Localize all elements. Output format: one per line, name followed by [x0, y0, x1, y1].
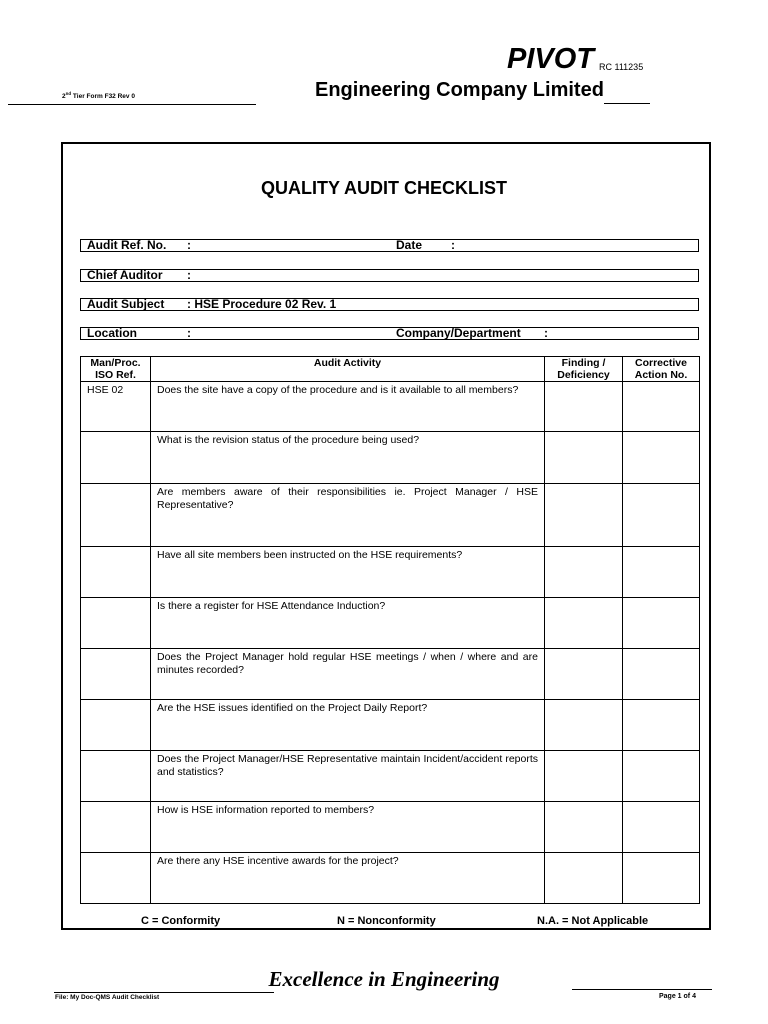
- table-row: [81, 751, 700, 802]
- row-ref: [81, 432, 151, 484]
- finding-cell[interactable]: [545, 700, 623, 751]
- header-corrective: Corrective Action No.: [623, 357, 700, 382]
- row-ref: [81, 547, 151, 598]
- audit-ref-date-field[interactable]: [80, 239, 699, 252]
- row-activity: How is HSE information reported to members?: [151, 802, 545, 853]
- row-activity: Have all site members been instructed on the HSE requirements?: [151, 547, 545, 598]
- row-ref: [81, 649, 151, 700]
- row-activity: Does the Project Manager/HSE Representative maintain Incident/accident reports and statistics?: [151, 751, 545, 802]
- audit-subject-field[interactable]: [80, 298, 699, 311]
- corrective-cell[interactable]: [623, 853, 700, 904]
- audit-ref-label: Audit Ref. No.: [87, 238, 167, 252]
- legend-not-applicable: N.A. = Not Applicable: [537, 915, 649, 927]
- date-colon: :: [451, 238, 455, 252]
- form-reference-rule: [8, 104, 256, 105]
- footer-slogan: Excellence in Engineering: [268, 967, 500, 991]
- row-ref: [81, 802, 151, 853]
- row-activity: Are the HSE issues identified on the Project Daily Report?: [151, 700, 545, 751]
- header-ref: Man/Proc. ISO Ref.: [81, 357, 151, 382]
- row-ref: HSE 02: [81, 382, 151, 432]
- legend-conformity: C = Conformity: [141, 915, 221, 927]
- table-row: [81, 598, 700, 649]
- date-label: Date: [396, 238, 423, 252]
- company-name: Engineering Company Limited: [315, 79, 604, 101]
- corrective-cell[interactable]: [623, 700, 700, 751]
- brand-name: PIVOT: [507, 43, 595, 75]
- row-ref: [81, 598, 151, 649]
- row-activity: Is there a register for HSE Attendance Induction?: [151, 598, 545, 649]
- table-header-row: [81, 357, 700, 382]
- table-row: [81, 853, 700, 904]
- row-activity: What is the revision status of the procedure being used?: [151, 432, 545, 484]
- row-ref: [81, 700, 151, 751]
- table-row: [81, 802, 700, 853]
- company-underline: [604, 103, 650, 104]
- company-department-colon: :: [544, 326, 548, 340]
- finding-cell[interactable]: [545, 853, 623, 904]
- audit-ref-colon: :: [187, 238, 191, 252]
- row-activity: Does the site have a copy of the procedure and is it available to all members?: [151, 382, 545, 432]
- chief-auditor-colon: :: [187, 268, 191, 282]
- footer-rule-left: [54, 992, 274, 993]
- corrective-cell[interactable]: [623, 802, 700, 853]
- header-activity: Audit Activity: [151, 357, 545, 382]
- table-row: [81, 649, 700, 700]
- row-activity: Are there any HSE incentive awards for the project?: [151, 853, 545, 904]
- finding-cell[interactable]: [545, 598, 623, 649]
- corrective-cell[interactable]: [623, 432, 700, 484]
- page-number: Page 1 of 4: [659, 993, 696, 1000]
- table-row: [81, 700, 700, 751]
- registration-number: RC 111235: [599, 62, 644, 72]
- finding-cell[interactable]: [545, 484, 623, 547]
- finding-cell[interactable]: [545, 382, 623, 432]
- corrective-cell[interactable]: [623, 649, 700, 700]
- location-field[interactable]: [80, 327, 699, 340]
- file-reference: File: My Doc-QMS Audit Checklist: [55, 994, 160, 1001]
- corrective-cell[interactable]: [623, 484, 700, 547]
- company-department-label: Company/Department: [396, 326, 521, 340]
- finding-cell[interactable]: [545, 802, 623, 853]
- corrective-cell[interactable]: [623, 547, 700, 598]
- page-title: QUALITY AUDIT CHECKLIST: [261, 178, 507, 198]
- table-row: [81, 382, 700, 432]
- audit-table: [80, 356, 700, 904]
- corrective-cell[interactable]: [623, 751, 700, 802]
- chief-auditor-field[interactable]: [80, 269, 699, 282]
- table-row: [81, 547, 700, 598]
- corrective-cell[interactable]: [623, 598, 700, 649]
- corrective-cell[interactable]: [623, 382, 700, 432]
- finding-cell[interactable]: [545, 751, 623, 802]
- finding-cell[interactable]: [545, 649, 623, 700]
- form-reference: 2nd Tier Form F32 Rev 0: [62, 91, 135, 101]
- location-label: Location: [87, 326, 137, 340]
- table-row: [81, 484, 700, 547]
- legend-nonconformity: N = Nonconformity: [337, 915, 436, 927]
- audit-subject-value: : HSE Procedure 02 Rev. 1: [187, 297, 337, 311]
- finding-cell[interactable]: [545, 432, 623, 484]
- row-ref: [81, 853, 151, 904]
- row-activity: Are members aware of their responsibilities ie. Project Manager / HSE Representative?: [151, 484, 545, 547]
- finding-cell[interactable]: [545, 547, 623, 598]
- header-finding: Finding / Deficiency: [545, 357, 623, 382]
- audit-subject-label: Audit Subject: [87, 297, 165, 311]
- row-ref: [81, 484, 151, 547]
- chief-auditor-label: Chief Auditor: [87, 268, 163, 282]
- row-activity: Does the Project Manager hold regular HSE meetings / when / where and are minutes recorded?: [151, 649, 545, 700]
- table-row: [81, 432, 700, 484]
- row-ref: [81, 751, 151, 802]
- location-colon: :: [187, 326, 191, 340]
